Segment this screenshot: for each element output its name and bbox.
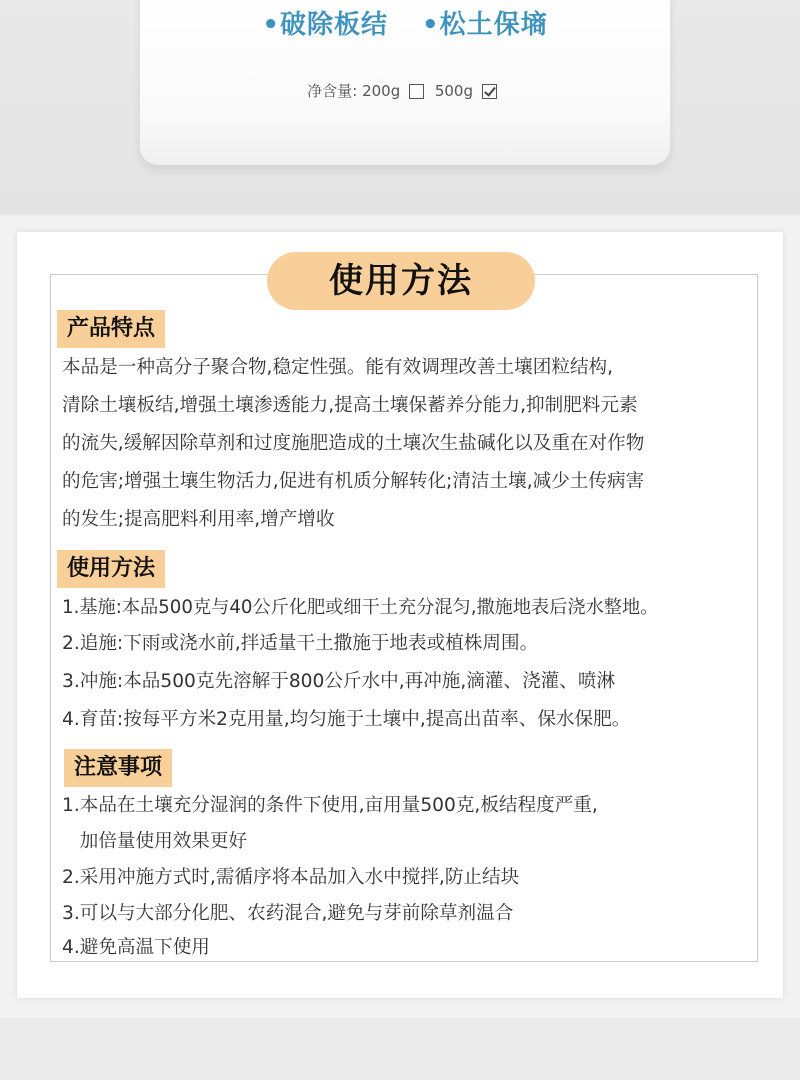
features-line: 清除土壤板结,增强土壤渗透能力,提高土壤保蓄养分能力,抑制肥料元素 (62, 395, 638, 416)
features-heading: 产品特点 (57, 310, 165, 348)
option-500g-label: 500g (434, 82, 473, 100)
page-title: 使用方法 (267, 252, 535, 310)
usage-heading: 使用方法 (57, 550, 165, 588)
notes-line: 4.避免高温下使用 (62, 937, 210, 958)
product-bag (140, 0, 670, 165)
usage-line: 3.冲施:本品500克先溶解于800公斤水中,再冲施,滴灌、浇灌、喷淋 (62, 671, 616, 692)
features-line: 的流失,缓解因除草剂和过度施肥造成的土壤次生盐碱化以及重在对作物 (62, 433, 645, 454)
features-line: 的危害;增强土壤生物活力,促进有机质分解转化;清洁土壤,减少土传病害 (62, 471, 645, 492)
features-line: 本品是一种高分子聚合物,稳定性强。能有效调理改善土壤团粒结构, (62, 357, 614, 378)
net-content-row (140, 80, 670, 101)
slogan-break-compaction: •破除板结 (262, 10, 388, 40)
usage-line: 2.追施:下雨或浇水前,拌适量干土撒施于地表或植株周围。 (62, 633, 539, 654)
features-line: 的发生;提高肥料利用率,增产增收 (62, 509, 335, 530)
instructions-panel (17, 232, 783, 998)
notes-line: 3.可以与大部分化肥、农药混合,避免与芽前除草剂温合 (62, 903, 514, 924)
notes-heading: 注意事项 (64, 749, 172, 787)
checkbox-200g-icon (409, 84, 424, 99)
bottom-strip (0, 1018, 800, 1080)
product-photo-strip (0, 0, 800, 215)
option-200g-label: 200g (362, 82, 401, 100)
notes-line: 加倍量使用效果更好 (62, 831, 248, 852)
usage-line: 1.基施:本品500克与40公斤化肥或细干土充分混匀,撒施地表后浇水整地。 (62, 597, 659, 618)
notes-line: 1.本品在土壤充分湿润的条件下使用,亩用量500克,板结程度严重, (62, 795, 598, 816)
usage-line: 4.育苗:按每平方米2克用量,均匀施于土壤中,提高出苗率、保水保肥。 (62, 709, 631, 730)
checkbox-500g-checked-icon (482, 84, 497, 99)
slogans (140, 4, 670, 41)
slogan-loosen-soil: •松土保墒 (422, 10, 548, 40)
notes-line: 2.采用冲施方式时,需循序将本品加入水中搅拌,防止结块 (62, 867, 520, 888)
net-content-label: 净含量: (307, 82, 358, 100)
